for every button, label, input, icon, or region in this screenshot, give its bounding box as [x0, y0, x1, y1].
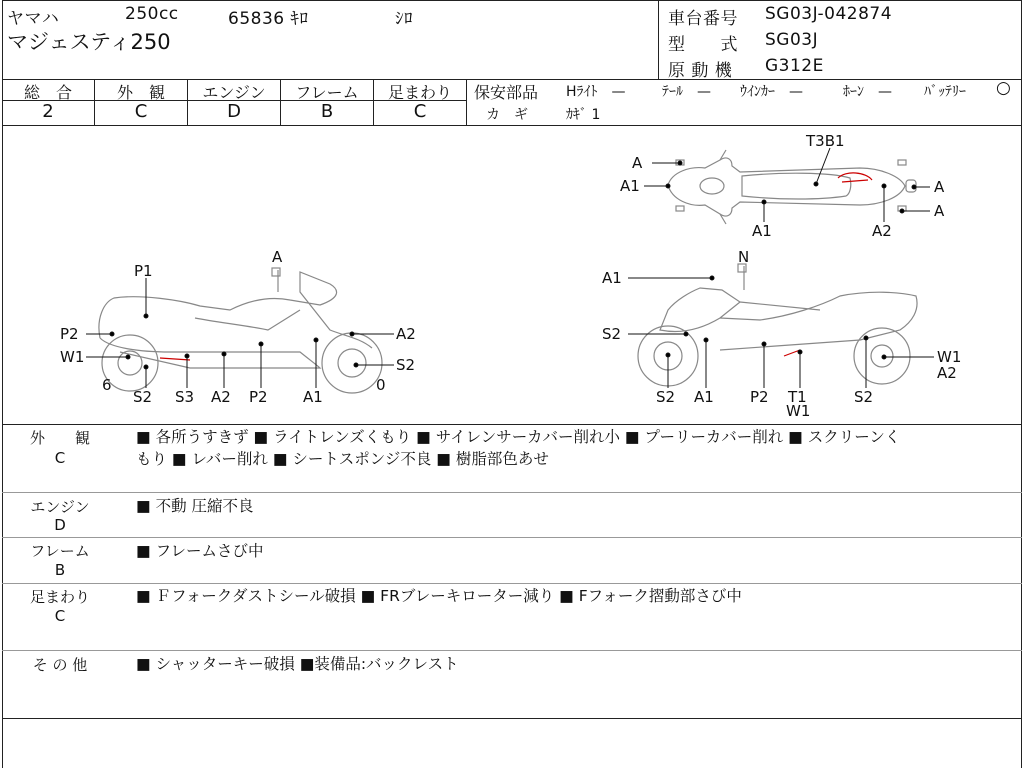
label: A [934, 178, 945, 196]
label: A [272, 248, 283, 266]
frame-value: SG03J-042874 [765, 4, 893, 24]
left-side-scooter [99, 268, 382, 393]
label: 6 [102, 376, 112, 394]
label: S2 [133, 388, 153, 406]
label: A1 [602, 269, 622, 287]
label: S2 [396, 356, 416, 374]
mileage: 65836 ｷﾛ [228, 9, 309, 29]
label: A1 [303, 388, 323, 406]
safety-winker: ｳｲﾝｶｰ — [740, 84, 803, 100]
note-text: ■ シャッターキー破損 ■装備品:バックレスト [136, 655, 459, 673]
safety-battery: ﾊﾞｯﾃﾘｰ [924, 84, 966, 100]
displacement: 250cc [125, 4, 179, 24]
note-label: フレーム [30, 542, 90, 560]
note-label: 外 観 [29, 429, 90, 447]
grade-engine-value: D [227, 101, 241, 122]
label: S2 [854, 388, 874, 406]
key-value: ｶｷﾞ 1 [566, 107, 601, 123]
label: N [738, 248, 750, 266]
grade-frame-label: フレーム [295, 83, 359, 102]
grade-divider [466, 79, 467, 125]
label: A2 [396, 325, 416, 343]
label: 0 [376, 376, 386, 394]
label: P2 [60, 325, 79, 343]
maker: ヤマハ [7, 9, 60, 29]
top-view-scooter [668, 150, 916, 224]
grade-overall-value: 2 [42, 101, 54, 122]
label: A2 [211, 388, 231, 406]
label: T1 [788, 388, 807, 406]
note-text: ■ 各所うすきず ■ ライトレンズくもり ■ サイレンサーカバー削れ小 ■ プーリーカバー削れ ■ スクリーンく [136, 428, 901, 446]
label: W1 [937, 348, 962, 366]
note-grade: B [54, 561, 66, 579]
safety-horn: ﾎｰﾝ — [843, 84, 892, 100]
label: A2 [872, 222, 892, 240]
battery-ok-mark: ○ [996, 78, 1011, 98]
diagram-labels [60, 132, 961, 420]
notes-divider [2, 583, 1022, 584]
note-label: エンジン [30, 498, 90, 516]
safety-h-light: Hﾗｲﾄ — [566, 84, 626, 100]
color: ｼﾛ [395, 9, 413, 29]
engine-value: G312E [765, 56, 824, 76]
note-text: ■ フレームさび中 [136, 542, 264, 560]
header-divider [658, 0, 659, 79]
model-name: マジェスティ250 [7, 30, 171, 54]
notes-bottom-line [2, 718, 1022, 719]
grade-suspension-value: C [413, 101, 427, 122]
note-grade: D [54, 516, 66, 534]
safety-tail: ﾃｰﾙ — [662, 84, 711, 100]
border-top [2, 0, 1022, 1]
safety-label: 保安部品 [474, 83, 539, 102]
notes-divider [2, 650, 1022, 651]
note-label: そ の 他 [32, 656, 88, 674]
note-grade: C [54, 607, 66, 625]
label: P2 [249, 388, 268, 406]
engine-label: 原 動 機 [668, 61, 733, 81]
label: A [934, 202, 945, 220]
grade-engine-label: エンジン [202, 83, 266, 102]
frame-label: 車台番号 [668, 9, 738, 29]
label: A1 [752, 222, 772, 240]
notes-divider [2, 492, 1022, 493]
label: S2 [602, 325, 622, 343]
label: P1 [134, 262, 153, 280]
label: A2 [937, 364, 957, 382]
label: S2 [656, 388, 676, 406]
damage-diagram [0, 126, 1024, 424]
grade-exterior-label: 外 観 [116, 83, 165, 102]
notes-divider [2, 537, 1022, 538]
type-label: 型 式 [668, 35, 738, 55]
grade-overall-label: 総 合 [23, 83, 72, 102]
label: A1 [620, 177, 640, 195]
type-value: SG03J [765, 30, 819, 50]
grade-suspension-label: 足まわり [387, 83, 452, 102]
label: P2 [750, 388, 769, 406]
grade-frame-value: B [320, 101, 334, 122]
note-text: ■ Ｆフォークダストシール破損 ■ FRブレーキローター減り ■ Fフォーク摺動部さび中 [136, 587, 742, 605]
label: W1 [60, 348, 85, 366]
label: T3B1 [806, 132, 845, 150]
key-label: カ ギ [486, 107, 528, 123]
label: A [632, 154, 643, 172]
note-text: ■ 不動 圧縮不良 [136, 497, 254, 515]
label: W1 [786, 402, 811, 420]
note-text: もり ■ レバー削れ ■ シートスポンジ不良 ■ 樹脂部色あせ [136, 450, 549, 468]
note-grade: C [54, 449, 66, 467]
right-side-scooter [638, 264, 917, 386]
note-label: 足まわり [29, 588, 90, 606]
grade-exterior-value: C [134, 101, 148, 122]
notes-top-line [2, 424, 1022, 425]
label: S3 [175, 388, 195, 406]
label: A1 [694, 388, 714, 406]
